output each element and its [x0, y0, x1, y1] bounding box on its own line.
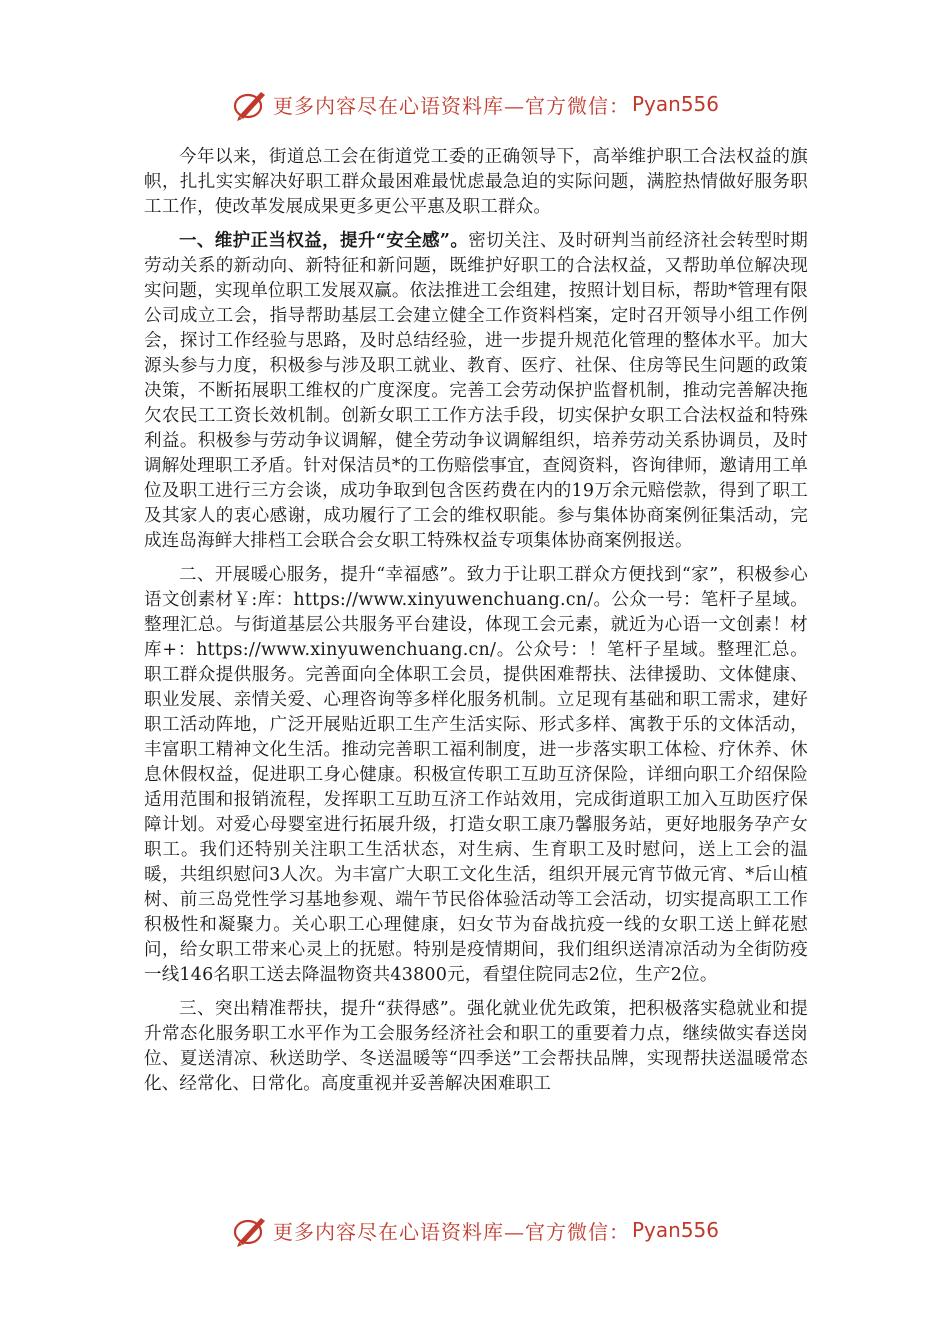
document-body: [144, 145, 808, 1106]
banner-text: 更多内容尽在心语资料库—官方微信：: [272, 1219, 630, 1244]
banner-wechat-id: Pyan556: [631, 1218, 719, 1242]
paragraph-section-3: [144, 997, 808, 1097]
footer-watermark-banner: [0, 1210, 950, 1250]
section-1-heading: 一、维护正当权益，提升“安全感”。: [179, 231, 469, 251]
pen-logo-icon: [231, 1212, 269, 1248]
paragraph-text: 今年以来，街道总工会在街道党工委的正确领导下，高举维护职工合法权益的旗帜，扎扎实实解决好职工群众最困难最忧虑最急迫的实际问题，满腔热情做好服务职工工作，使改革发展成果更多更公平惠及职工群众。: [144, 147, 808, 217]
paragraph-section-1: [144, 229, 808, 554]
banner-wechat-id: Pyan556: [631, 92, 719, 116]
paragraph-intro: [144, 145, 808, 220]
paragraph-section-2: [144, 563, 808, 988]
banner-text: 更多内容尽在心语资料库—官方微信：: [272, 93, 630, 118]
paragraph-text: 三、突出精准帮扶，提升“获得感”。强化就业优先政策，把积极落实稳就业和提升常态化服务职工水平作为工会服务经济社会和职工的重要着力点，继续做实春送岗位、夏送清凉、秋送助学、冬送温暖等“四季送”工会帮扶品牌，实现帮扶送温暖常态化、经常化、日常化。高度重视并妥善解决困难职工: [144, 999, 808, 1094]
paragraph-text: 二、开展暖心服务，提升“幸福感”。致力于让职工群众方便找到“家”，积极参心语文创素材￥:库：https://www.xinyuwenchuang.cn/。公众一号：笔杆子星域。整理汇总。与街道基层公共服务平台建设，体现工会元素，就近为心语一文创素！材库+：https://www.xinyuwenchuang.cn/。公众号：！笔杆子星域。整理汇总。职工群众提供服务。完善面向全体职工会员，提供困难帮扶、法律援助、文体健康、职业发展、亲情关爱、心理咨询等多样化服务机制。立足现有基础和职工需求，建好职工活动阵地，广泛开展贴近职工生产生活实际、形式多样、寓教于乐的文体活动，丰富职工精神文化生活。推动完善职工福利制度，进一步落实职工体检、疗休养、休息休假权益，促进职工身心健康。积极宣传职工互助互济保险，详细向职工介绍保险适用范围和报销流程，发挥职工互助互济工作站效用，完成街道职工加入互助医疗保障计划。对爱心母婴室进行拓展升级，打造女职工康乃馨服务站，更好地服务孕产女职工。我们还特别关注职工生活状态，对生病、生育职工及时慰问，送上工会的温暖，共组织慰问3人次。为丰富广大职工文化生活，组织开展元宵节做元宵、*后山植树、前三岛党性学习基地参观、端午节民俗体验活动等工会活动，切实提高职工工作积极性和凝聚力。关心职工心理健康，妇女节为奋战抗疫一线的女职工送上鲜花慰问，给女职工带来心灵上的抚慰。特别是疫情期间，我们组织送清凉活动为全街防疫一线146名职工送去降温物资共43800元，看望住院同志2位，生产2位。: [144, 565, 808, 985]
paragraph-text: 密切关注、及时研判当前经济社会转型时期劳动关系的新动向、新特征和新问题，既维护好职工的合法权益，又帮助单位解决现实问题，实现单位职工发展双赢。依法推进工会组建，按照计划目标，帮助*管理有限公司成立工会，指导帮助基层工会建立健全工作资料档案，定时召开领导小组工作例会，探讨工作经验与思路，及时总结经验，进一步提升规范化管理的整体水平。加大源头参与力度，积极参与涉及职工就业、教育、医疗、社保、住房等民生问题的政策决策，不断拓展职工维权的广度深度。完善工会劳动保护监督机制，推动完善解决拖欠农民工工资长效机制。创新女职工工作方法手段，切实保护女职工合法权益和特殊利益。积极参与劳动争议调解，健全劳动争议调解组织，培养劳动关系协调员，及时调解处理职工矛盾。针对保洁员*的工伤赔偿事宜，查阅资料，咨询律师，邀请用工单位及职工进行三方会谈，成功争取到包含医药费在内的19万余元赔偿款，得到了职工及其家人的衷心感谢，成功履行了工会的维权职能。参与集体协商案例征集活动，完成连岛海鲜大排档工会联合会女职工特殊权益专项集体协商案例报送。: [144, 231, 808, 551]
header-watermark-banner: [0, 84, 950, 124]
pen-logo-icon: [231, 86, 269, 122]
